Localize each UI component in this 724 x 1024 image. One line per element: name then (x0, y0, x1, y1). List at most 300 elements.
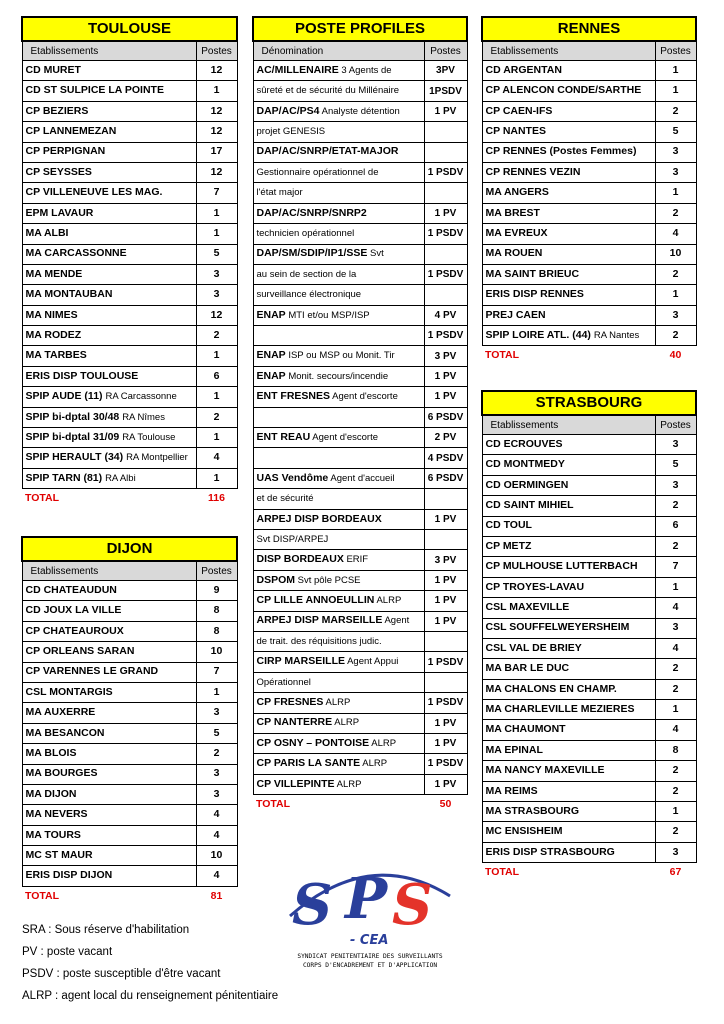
table-row (482, 183, 696, 203)
denomination-name: ENT FRESNES (256, 390, 331, 403)
postes-cell: 1 PSDV (424, 652, 467, 672)
postes-cell: 3 (655, 305, 696, 325)
establishment-name: CSL MONTARGIS (25, 685, 113, 698)
table-row (253, 142, 467, 162)
total-value: 40 (669, 349, 682, 362)
establishment-cell (482, 183, 655, 203)
total-value: 50 (439, 797, 452, 810)
postes-cell: 9 (196, 581, 237, 601)
establishment-name: ERIS DISP RENNES (485, 288, 584, 301)
postes-cell: 3 PV (424, 550, 467, 570)
postes-cell: 1 PSDV (424, 224, 467, 244)
table-row (22, 305, 237, 325)
denomination-detail: Monit. secours/incendie (285, 370, 389, 382)
table-row (482, 264, 696, 284)
postes-cell: 2 (655, 536, 696, 556)
table-row (22, 601, 237, 621)
establishment-cell (22, 601, 196, 621)
establishment-name: SPIP TARN (81) (25, 471, 103, 484)
table-row (22, 846, 237, 866)
table-row (253, 224, 467, 244)
establishment-cell (22, 621, 196, 641)
denomination-detail: au sein de section de la (256, 268, 357, 280)
denomination-cell (253, 448, 424, 468)
postes-cell (424, 183, 467, 203)
table-row (22, 224, 237, 244)
strasbourg-table (481, 390, 697, 883)
legend-psdv: PSDV : poste susceptible d'être vacant (22, 968, 221, 980)
establishment-name: CSL MAXEVILLE (485, 601, 570, 614)
rennes-header-row (482, 41, 696, 61)
denomination-cell (253, 672, 424, 692)
postes-cell: 2 (655, 659, 696, 679)
sps-cea-logo (280, 836, 460, 976)
denomination-detail: ALRP (323, 697, 351, 709)
establishment-name: CD JOUX LA VILLE (25, 604, 122, 617)
denomination-cell (253, 264, 424, 284)
establishment-cell (22, 162, 196, 182)
establishment-name: CP PERPIGNAN (25, 145, 106, 158)
denomination-detail: ISP ou MSP ou Monit. Tir (285, 350, 395, 362)
logo-letter-p: P (345, 866, 388, 932)
table-row (22, 407, 237, 427)
establishment-name: MC ST MAUR (25, 849, 93, 861)
denomination-cell (253, 285, 424, 305)
table-row (22, 122, 237, 142)
denomination-name: CP FRESNES (256, 696, 324, 709)
postes-cell: 3 (655, 475, 696, 495)
establishment-cell (482, 455, 655, 475)
table-row (22, 621, 237, 641)
establishment-cell (482, 618, 655, 638)
establishment-cell (22, 224, 196, 244)
establishment-cell (482, 101, 655, 121)
table-row (22, 642, 237, 662)
establishment-name: CP ORLEANS SARAN (25, 645, 135, 658)
establishment-name: CP ALENCON CONDE/SARTHE (485, 84, 642, 97)
postes-cell: 5 (655, 455, 696, 475)
establishment-cell (22, 142, 196, 162)
denomination-cell (253, 326, 424, 346)
table-row (482, 203, 696, 223)
postes-cell: 1 (655, 802, 696, 822)
postes-cell: 3 (196, 784, 237, 804)
denomination-detail: et de sécurité (256, 493, 314, 505)
establishment-name: CP RENNES (Postes Femmes) (485, 145, 637, 158)
establishment-name: MA STRASBOURG (485, 804, 580, 817)
table-row (22, 81, 237, 101)
denomination-cell (253, 101, 424, 121)
table-row (253, 489, 467, 509)
establishment-name: CD MURET (25, 63, 81, 76)
postes-cell: 1PSDV (424, 81, 467, 101)
denomination-name: ENAP (256, 349, 286, 362)
table-row (22, 703, 237, 723)
denomination-cell (253, 346, 424, 366)
denomination-detail: Agent d'escorte (330, 391, 398, 403)
denomination-cell (253, 570, 424, 590)
table-row (22, 101, 237, 121)
table-row (22, 682, 237, 702)
table-row (253, 326, 467, 346)
establishment-cell (482, 203, 655, 223)
table-row (482, 101, 696, 121)
denomination-detail: MTI et/ou MSP/ISP (285, 309, 370, 321)
establishment-note: RA Albi (105, 472, 136, 484)
table-row (22, 162, 237, 182)
table-row (482, 61, 696, 81)
table-row (253, 285, 467, 305)
postes-cell: 1 PV (424, 733, 467, 753)
table-row (22, 764, 237, 784)
establishment-cell (22, 744, 196, 764)
postes-cell: 1 PV (424, 101, 467, 121)
denomination-cell (253, 122, 424, 142)
establishment-cell (482, 435, 655, 455)
establishment-note: RA Montpellier (126, 452, 188, 464)
postes-cell: 4 (655, 224, 696, 244)
postes-cell: 2 (655, 761, 696, 781)
denomination-cell (253, 142, 424, 162)
denomination-cell (253, 652, 424, 672)
postes-cell: 12 (196, 101, 237, 121)
postes-cell: 1 PV (424, 366, 467, 386)
table-row (22, 662, 237, 682)
establishment-cell (22, 407, 196, 427)
poste-header-row (253, 41, 467, 61)
table-row (482, 81, 696, 101)
denomination-detail: technicien opérationnel (256, 228, 355, 240)
establishment-cell (482, 557, 655, 577)
postes-cell: 1 (196, 346, 237, 366)
table-row (22, 183, 237, 203)
table-row (22, 428, 237, 448)
establishment-cell (482, 638, 655, 658)
denomination-cell (253, 774, 424, 794)
postes-cell: 8 (655, 740, 696, 760)
table-row (482, 496, 696, 516)
postes-cell: 17 (196, 142, 237, 162)
postes-cell: 4 (196, 448, 237, 468)
postes-cell (424, 285, 467, 305)
establishment-name: MA NEVERS (25, 808, 88, 821)
postes-cell: 1 (196, 203, 237, 223)
denomination-cell (253, 754, 424, 774)
establishment-cell (482, 679, 655, 699)
denomination-name: CP PARIS LA SANTE (256, 757, 361, 770)
establishment-cell (482, 81, 655, 101)
denomination-detail: sûreté et de sécurité du Millénaire (256, 85, 400, 97)
denomination-cell (253, 81, 424, 101)
establishment-cell (482, 740, 655, 760)
establishment-cell (22, 326, 196, 346)
denomination-detail: Svt (367, 248, 384, 260)
establishment-cell (22, 203, 196, 223)
establishment-cell (482, 326, 655, 346)
establishment-cell (22, 183, 196, 203)
dijon-header-row (22, 561, 237, 581)
establishment-cell (482, 577, 655, 597)
denomination-cell (253, 509, 424, 529)
establishment-cell (22, 305, 196, 325)
establishment-cell (22, 122, 196, 142)
denomination-name: ENT REAU (256, 430, 311, 443)
denomination-cell (253, 733, 424, 753)
establishment-cell (22, 285, 196, 305)
postes-cell: 6 PSDV (424, 407, 467, 427)
rennes-title-row (482, 17, 696, 41)
table-row (22, 142, 237, 162)
column-header-establishment: Etablissements (482, 41, 655, 61)
establishment-cell (22, 846, 196, 866)
table-row (482, 435, 696, 455)
postes-cell: 1 PV (424, 570, 467, 590)
establishment-name: EPM LAVAUR (25, 206, 94, 219)
establishment-cell (22, 428, 196, 448)
denomination-name: CP NANTERRE (256, 716, 333, 729)
denomination-cell (253, 631, 424, 651)
table-row (253, 713, 467, 733)
postes-cell: 3 (655, 435, 696, 455)
table-row (253, 407, 467, 427)
denomination-detail: Svt pôle PCSE (295, 574, 361, 586)
logo-letter-s1: S (292, 872, 333, 938)
establishment-name: SPIP HERAULT (34) (25, 451, 124, 464)
establishment-name: CD ECROUVES (485, 437, 563, 450)
establishment-name: CP VILLENEUVE LES MAG. (25, 186, 163, 199)
establishment-name: SPIP LOIRE ATL. (44) (485, 329, 591, 341)
denomination-name: AC/MILLENAIRE (256, 63, 339, 76)
table-row (253, 428, 467, 448)
denomination-detail: 3 Agents de (338, 64, 392, 76)
table-row (482, 162, 696, 182)
postes-cell: 1 (655, 285, 696, 305)
denomination-detail: Opérationnel (256, 676, 311, 688)
establishment-name: CSL VAL DE BRIEY (485, 641, 582, 654)
denomination-detail: l'état major (256, 187, 303, 199)
denomination-detail: de trait. des réquisitions judic. (256, 635, 382, 647)
establishment-cell (482, 842, 655, 862)
establishment-cell (22, 723, 196, 743)
postes-cell: 5 (655, 122, 696, 142)
postes-cell: 1 (655, 183, 696, 203)
establishment-name: MA DIJON (25, 787, 77, 800)
establishment-cell (22, 101, 196, 121)
table-row (482, 285, 696, 305)
table-row (482, 659, 696, 679)
table-row (253, 672, 467, 692)
establishment-cell (482, 305, 655, 325)
table-row (253, 81, 467, 101)
establishment-note: RA Toulouse (122, 431, 176, 443)
establishment-name: SPIP AUDE (11) (25, 390, 103, 403)
rennes-title: RENNES (482, 17, 696, 41)
establishment-cell (22, 825, 196, 845)
postes-cell (424, 122, 467, 142)
establishment-name: CD ST SULPICE LA POINTE (25, 84, 164, 97)
table-row (253, 183, 467, 203)
establishment-name: MA CHARLEVILLE MEZIERES (485, 703, 635, 715)
establishment-name: CP BEZIERS (25, 104, 89, 117)
postes-cell (424, 142, 467, 162)
denomination-name: DAP/AC/SNRP/SNRP2 (256, 206, 367, 219)
establishment-note: RA Nantes (593, 330, 640, 341)
postes-cell: 8 (196, 601, 237, 621)
establishment-name: MA ALBI (25, 227, 69, 240)
total-label: TOTAL (25, 889, 60, 902)
table-row (482, 679, 696, 699)
postes-cell: 1 PV (424, 509, 467, 529)
rennes-total-row (482, 346, 696, 366)
logo-suffix: - CEA (350, 933, 389, 948)
postes-cell: 4 (655, 598, 696, 618)
denomination-name: CP VILLEPINTE (256, 777, 335, 790)
rennes-table (481, 16, 697, 366)
poste-title-row (253, 17, 467, 41)
postes-cell: 1 (196, 428, 237, 448)
denomination-name: ENAP (256, 308, 286, 321)
establishment-name: MA MENDE (25, 267, 83, 280)
postes-cell: 1 (196, 81, 237, 101)
establishment-cell (22, 662, 196, 682)
establishment-cell (482, 536, 655, 556)
table-row (482, 700, 696, 720)
table-row (253, 122, 467, 142)
establishment-cell (22, 61, 196, 81)
table-row (482, 142, 696, 162)
table-row (482, 802, 696, 822)
table-row (22, 346, 237, 366)
establishment-name: MA EPINAL (485, 743, 543, 756)
denomination-cell (253, 203, 424, 223)
postes-cell: 4 PSDV (424, 448, 467, 468)
postes-cell: 5 (196, 244, 237, 264)
table-row (482, 475, 696, 495)
denomination-cell (253, 387, 424, 407)
postes-cell (424, 672, 467, 692)
table-row (253, 101, 467, 121)
denomination-cell (253, 224, 424, 244)
establishment-name: MA BESANCON (25, 726, 105, 739)
table-row (482, 822, 696, 842)
postes-cell: 3 (655, 142, 696, 162)
establishment-cell (482, 781, 655, 801)
establishment-name: ERIS DISP DIJON (25, 869, 113, 882)
postes-cell: 1 PSDV (424, 264, 467, 284)
postes-cell: 1 (196, 387, 237, 407)
postes-cell: 2 (655, 264, 696, 284)
denomination-cell (253, 366, 424, 386)
denomination-name: ENAP (256, 369, 286, 382)
establishment-cell (482, 244, 655, 264)
table-row (482, 761, 696, 781)
table-row (22, 784, 237, 804)
toulouse-title-row (22, 17, 237, 41)
table-row (253, 264, 467, 284)
postes-cell: 10 (196, 846, 237, 866)
table-row (253, 346, 467, 366)
establishment-name: MA BOURGES (25, 767, 98, 780)
table-row (253, 305, 467, 325)
postes-cell: 1 PSDV (424, 693, 467, 713)
denomination-cell (253, 713, 424, 733)
postes-cell: 1 PV (424, 713, 467, 733)
dijon-total-row (22, 886, 237, 906)
denomination-detail: surveillance électronique (256, 289, 362, 301)
postes-cell: 1 (196, 468, 237, 488)
postes-cell: 1 PV (424, 591, 467, 611)
denomination-detail: Analyste détention (319, 105, 400, 117)
establishment-name: MA REIMS (485, 784, 538, 797)
establishment-cell (482, 475, 655, 495)
table-row (253, 774, 467, 794)
toulouse-table (21, 16, 238, 509)
denomination-cell (253, 611, 424, 631)
denomination-name: ARPEJ DISP BORDEAUX (256, 512, 382, 525)
table-row (22, 387, 237, 407)
postes-cell: 3 (655, 618, 696, 638)
denomination-cell (253, 305, 424, 325)
postes-cell: 3 (196, 285, 237, 305)
denomination-detail: ALRP (374, 595, 402, 607)
establishment-name: MA NANCY MAXEVILLE (485, 764, 605, 777)
establishment-cell (482, 822, 655, 842)
denomination-detail: ALRP (360, 758, 388, 770)
postes-cell: 7 (196, 183, 237, 203)
denomination-cell (253, 183, 424, 203)
table-row (253, 162, 467, 182)
denomination-cell (253, 428, 424, 448)
denomination-name: CIRP MARSEILLE (256, 655, 345, 668)
denomination-name: DISP BORDEAUX (256, 553, 344, 566)
table-row (482, 638, 696, 658)
postes-cell (424, 631, 467, 651)
establishment-name: MA TARBES (25, 349, 87, 362)
postes-cell: 2 (196, 744, 237, 764)
table-row (22, 285, 237, 305)
table-row (482, 577, 696, 597)
establishment-name: ERIS DISP STRASBOURG (485, 845, 615, 858)
postes-cell: 1 (655, 81, 696, 101)
postes-cell (424, 244, 467, 264)
establishment-name: SPIP bi-dptal 31/09 (25, 430, 120, 443)
establishment-name: CP CHATEAUROUX (25, 624, 124, 637)
total-value: 116 (208, 492, 225, 505)
table-row (253, 693, 467, 713)
table-row (22, 866, 237, 886)
establishment-cell (482, 659, 655, 679)
table-row (253, 570, 467, 590)
postes-cell: 3 (196, 764, 237, 784)
strasbourg-title: STRASBOURG (482, 391, 696, 415)
table-row (253, 611, 467, 631)
postes-cell: 2 (196, 407, 237, 427)
postes-cell (424, 529, 467, 549)
toulouse-title: TOULOUSE (22, 17, 237, 41)
establishment-name: CD SAINT MIHIEL (485, 499, 574, 512)
column-header-establishment: Etablissements (22, 561, 196, 581)
table-row (482, 598, 696, 618)
establishment-cell (22, 784, 196, 804)
table-row (482, 781, 696, 801)
establishment-note: RA Nîmes (122, 411, 165, 423)
denomination-detail: ALRP (332, 717, 360, 729)
table-row (22, 723, 237, 743)
establishment-cell (22, 81, 196, 101)
denomination-cell (253, 529, 424, 549)
postes-cell: 1 (196, 682, 237, 702)
establishment-note: RA Carcassonne (105, 391, 177, 403)
